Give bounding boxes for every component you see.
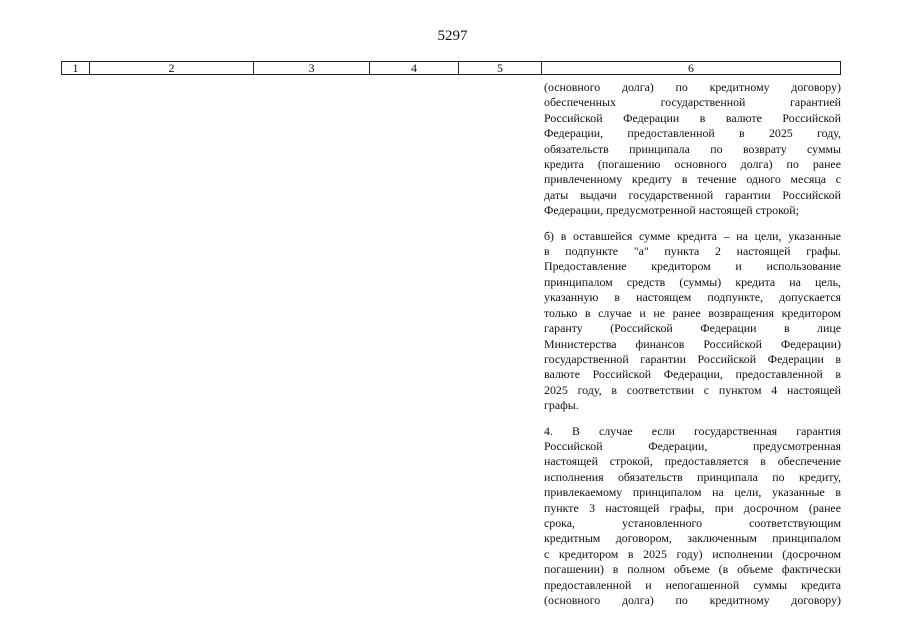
header-cell-3: 3 <box>253 62 369 74</box>
header-cell-5: 5 <box>458 62 541 74</box>
text-line: привлекаемому принципалом на цели, указанные в <box>544 485 841 500</box>
text-line: Российской Федерации в валюте Российской <box>544 110 841 125</box>
text-line: погашении) в полном объеме (в объеме фактически <box>544 562 841 577</box>
header-cell-1: 1 <box>72 61 79 75</box>
text-line: 4. В случае если государственная гарантия <box>544 423 841 438</box>
text-line: с кредитором в 2025 году) исполнении (досрочном <box>544 546 841 561</box>
text-line: (основного долга) по кредитному договору) <box>544 593 841 607</box>
text-line: даты выдачи государственной гарантии Российской <box>544 187 841 202</box>
table-header-row <box>61 61 841 75</box>
text-line: принципалом средств (суммы) кредита на цель, <box>544 274 841 289</box>
column-6-text <box>544 80 841 608</box>
text-line: кредита (погашению основного долга) по ранее <box>544 157 841 172</box>
text-line: указанную в настоящем подпункте, допускается <box>544 290 841 305</box>
text-line: Министерства финансов Российской Федерации) <box>544 336 841 351</box>
text-line: графы. <box>544 398 579 413</box>
text-line: Предоставление кредитором и использование <box>544 259 841 274</box>
text-line: предоставленной и непогашенной суммы кредита <box>544 577 841 592</box>
text-line: обязательств принципала по возврату суммы <box>544 141 841 156</box>
text-line: привлеченному кредиту в течение одного месяца с <box>544 172 841 187</box>
text-line: валюте Российской Федерации, предоставленной в <box>544 367 841 382</box>
paragraph-obligations <box>544 80 841 219</box>
text-line: настоящей строкой, предоставляется в обеспечение <box>544 454 841 469</box>
paragraph-point-4 <box>544 424 841 609</box>
text-line: (основного долга) по кредитному договору) <box>544 80 841 94</box>
text-line: пункте 3 настоящей графы, при досрочном (ранее <box>544 500 841 515</box>
text-line: гаранту (Российской Федерации в лице <box>544 321 841 336</box>
text-line: государственной гарантии Российской Федерации в <box>544 351 841 366</box>
page-number: 5297 <box>437 28 468 44</box>
text-line: б) в оставшейся сумме кредита – на цели, указанные <box>544 228 841 243</box>
text-line: в подпункте "а" пункта 2 настоящей графы. <box>544 244 841 259</box>
header-cell-2: 2 <box>89 62 253 74</box>
text-line: срока, установленного соответствующим <box>544 515 841 530</box>
text-line: обеспеченных государственной гарантией <box>544 95 841 110</box>
paragraph-subpoint-b <box>544 229 841 414</box>
text-line: исполнения обязательств принципала по кредиту, <box>544 469 841 484</box>
text-line: только в случае и не ранее возвращения кредитором <box>544 305 841 320</box>
header-cell-4: 4 <box>369 62 458 74</box>
text-line: 2025 году, в соответствии с пунктом 4 настоящей <box>544 382 841 397</box>
text-line: кредитным договором, заключенным принципалом <box>544 531 841 546</box>
text-line: Российской Федерации, предусмотренная <box>544 438 841 453</box>
header-cell-6: 6 <box>541 62 840 74</box>
text-line: Федерации, предусмотренной настоящей строкой; <box>544 203 799 218</box>
text-line: Федерации, предоставленной в 2025 году, <box>544 126 841 141</box>
